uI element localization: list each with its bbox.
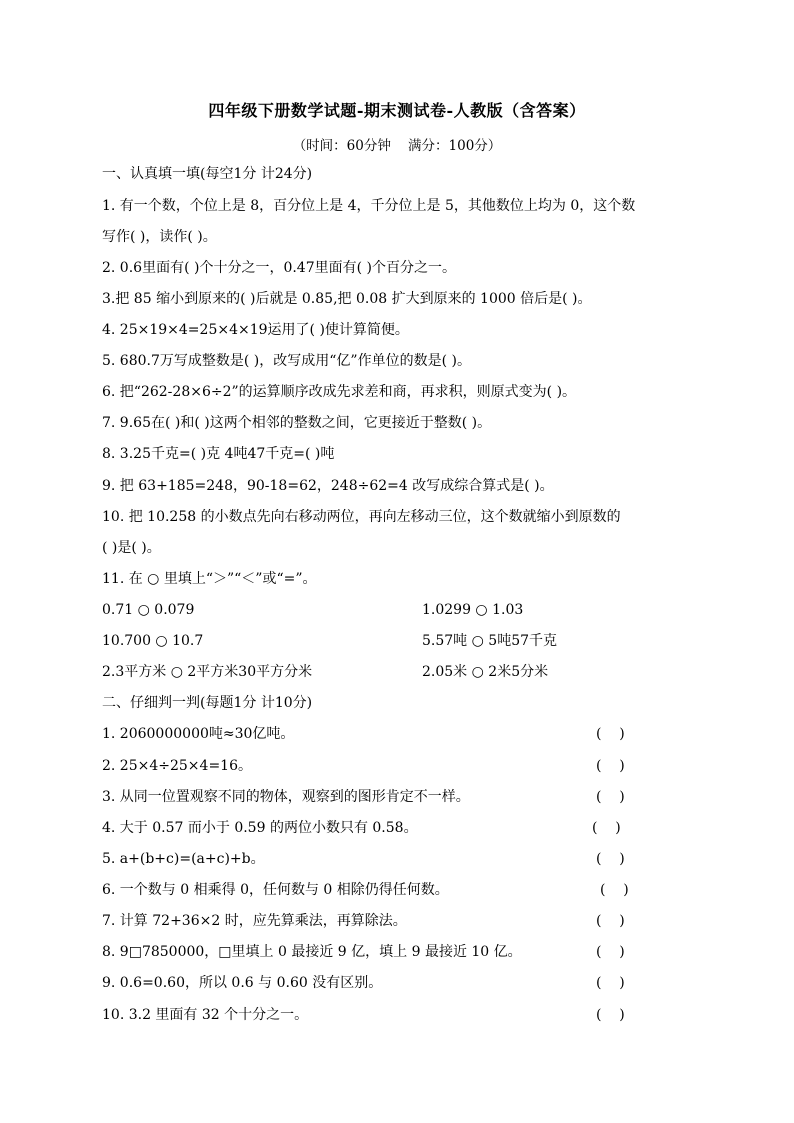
answer-blank: ( )	[596, 726, 625, 742]
compare-item: 2.3平方米 ○ 2平方米30平方分米	[102, 664, 313, 680]
page-title: 四年级下册数学试题-期末测试卷-人教版（含答案）	[208, 101, 586, 120]
section-1-heading: 一、认真填一填(每空1分 计24分)	[102, 166, 313, 182]
question-3: 3.把 85 缩小到原来的( )后就是 0.85,把 0.08 扩大到原来的 1000 倍后是( )。	[102, 291, 592, 307]
judge-item: 7. 计算 72+36×2 时，应先算乘法，再算除法。	[102, 913, 407, 929]
compare-item: 2.05米 ○ 2米5分米	[422, 664, 549, 680]
question-11: 11. 在 ○ 里填上“＞”“＜”或“=”。	[102, 571, 317, 587]
question-5: 5. 680.7万写成整数是( )，改写成用“亿”作单位的数是( )。	[102, 353, 471, 369]
compare-item: 10.700 ○ 10.7	[102, 633, 204, 649]
judge-item: 3. 从同一位置观察不同的物体，观察到的图形肯定不一样。	[102, 789, 470, 805]
answer-blank: ( )	[596, 1007, 625, 1023]
answer-blank: ( )	[596, 851, 625, 867]
question-4: 4. 25×19×4=25×4×19运用了( )使计算简便。	[102, 322, 409, 338]
answer-blank: ( )	[596, 944, 625, 960]
judge-item: 2. 25×4÷25×4=16。	[102, 758, 252, 774]
question-6: 6. 把“262-28×6÷2”的运算顺序改成先求差和商，再求积，则原式变为( )。	[102, 384, 577, 400]
judge-item: 4. 大于 0.57 而小于 0.59 的两位小数只有 0.58。	[102, 820, 418, 836]
answer-blank: ( )	[596, 913, 625, 929]
question-1-line-2: 写作( )，读作( )。	[102, 229, 217, 245]
judge-item: 1. 2060000000吨≈30亿吨。	[102, 726, 295, 742]
answer-blank: ( )	[596, 975, 625, 991]
judge-item: 9. 0.6=0.60，所以 0.6 与 0.60 没有区别。	[102, 975, 383, 991]
judge-item: 10. 3.2 里面有 32 个十分之一。	[102, 1007, 309, 1023]
answer-blank: ( )	[596, 789, 625, 805]
section-2-heading: 二、仔细判一判(每题1分 计10分)	[102, 695, 313, 711]
question-2: 2. 0.6里面有( )个十分之一，0.47里面有( )个百分之一。	[102, 260, 456, 276]
judge-item: 8. 9□7850000，□里填上 0 最接近 9 亿，填上 9 最接近 10 亿。	[102, 944, 522, 960]
answer-blank: ( )	[596, 758, 625, 774]
question-8: 8. 3.25千克=( )克 4吨47千克=( )吨	[102, 446, 335, 462]
judge-item: 6. 一个数与 0 相乘得 0，任何数与 0 相除仍得任何数。	[102, 882, 449, 898]
compare-item: 5.57吨 ○ 5吨57千克	[422, 633, 558, 649]
question-1-line-1: 1. 有一个数，个位上是 8，百分位上是 4，千分位上是 5，其他数位上均为 0，这个数	[102, 198, 636, 214]
exam-info: （时间：60分钟 满分：100分）	[292, 138, 502, 154]
answer-blank: ( )	[592, 820, 621, 836]
judge-item: 5. a+(b+c)=(a+c)+b。	[102, 851, 265, 867]
question-10-line-1: 10. 把 10.258 的小数点先向右移动两位，再向左移动三位，这个数就缩小到原数的	[102, 509, 621, 525]
question-7: 7. 9.65在( )和( )这两个相邻的整数之间，它更接近于整数( )。	[102, 415, 492, 431]
answer-blank: ( )	[600, 882, 629, 898]
compare-item: 0.71 ○ 0.079	[102, 602, 195, 618]
compare-item: 1.0299 ○ 1.03	[422, 602, 524, 618]
question-9: 9. 把 63+185=248，90-18=62，248÷62=4 改写成综合算式是( )。	[102, 478, 554, 494]
question-10-line-2: ( )是( )。	[102, 540, 161, 556]
